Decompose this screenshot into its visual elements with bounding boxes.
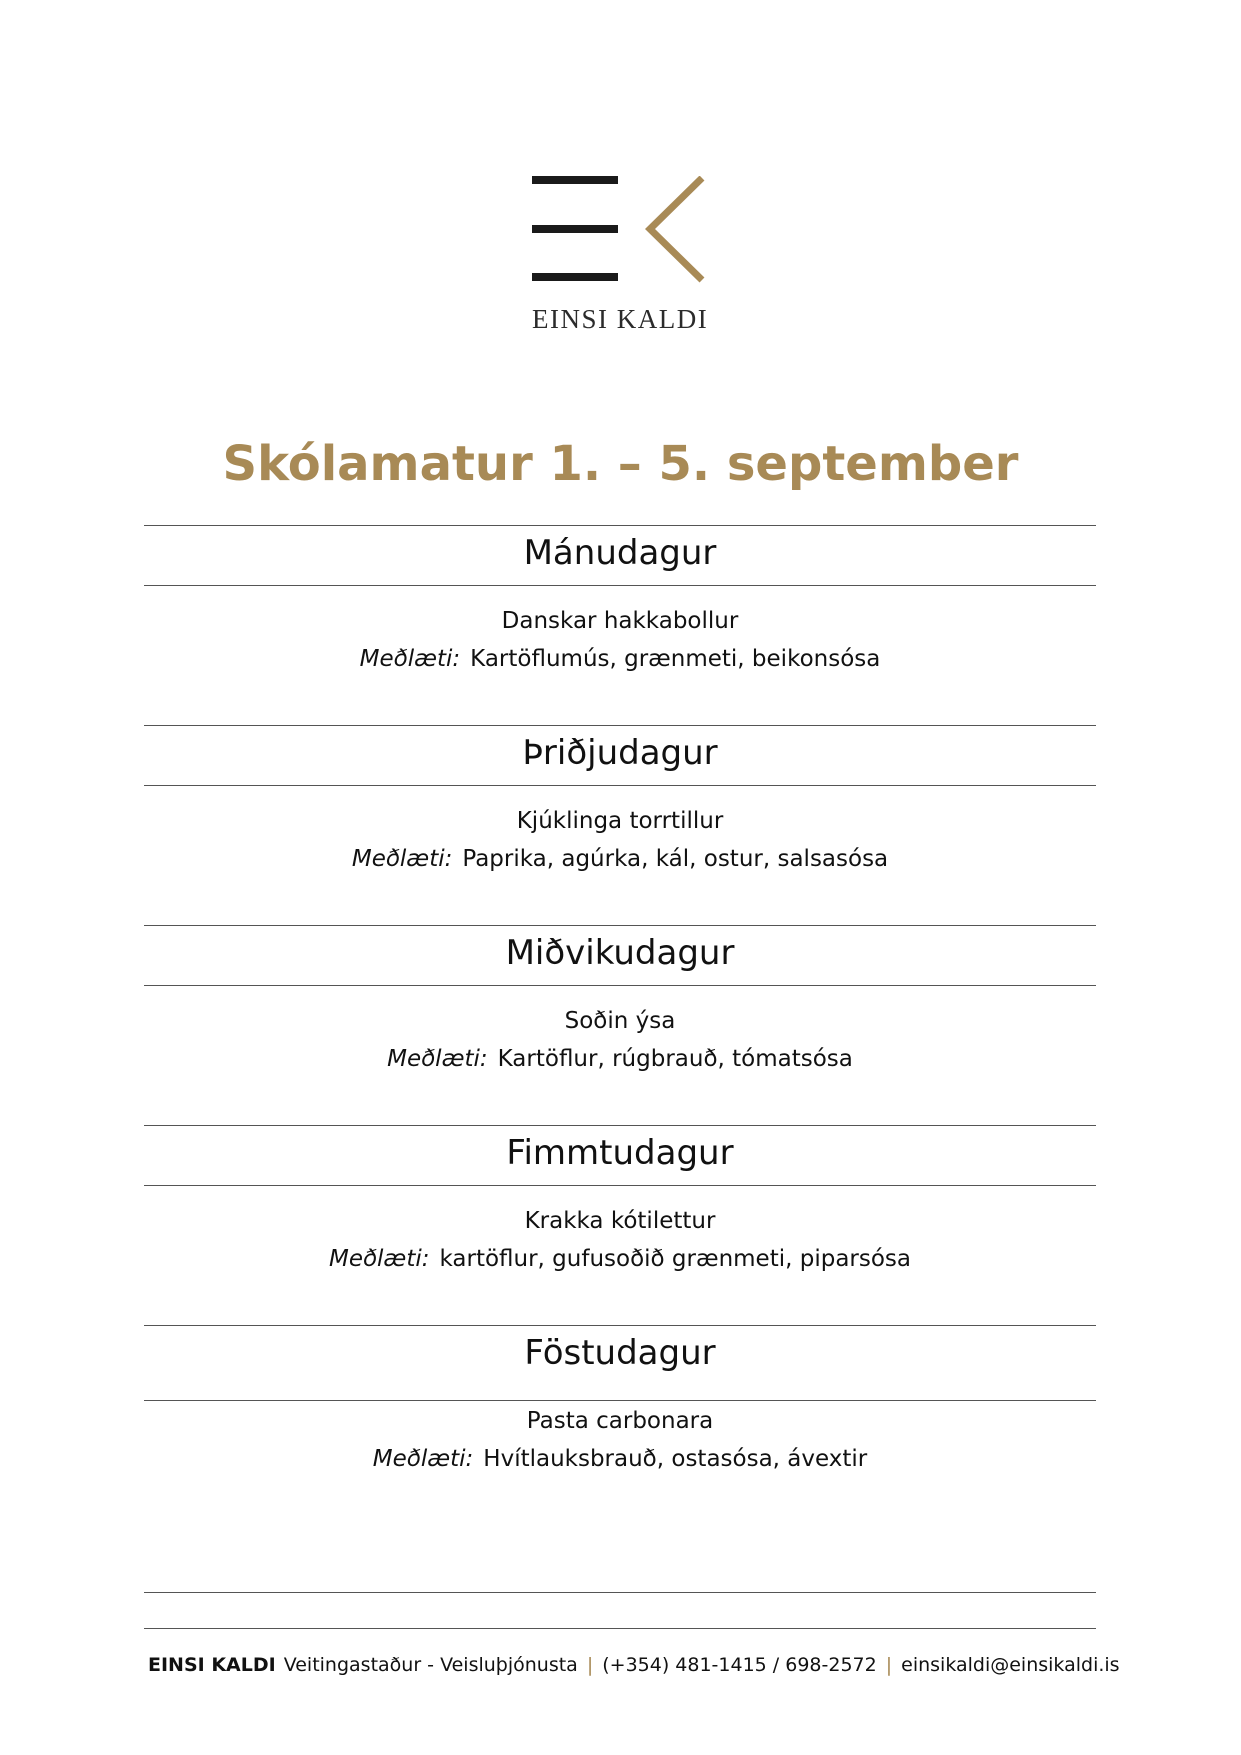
day-name-tuesday: Þriðjudagur (522, 733, 718, 773)
dish-wednesday: Soðin ýsa (564, 1008, 676, 1034)
divider (144, 1125, 1096, 1126)
divider (144, 1400, 1096, 1401)
page-title: Skólamatur 1. – 5. september (222, 436, 1019, 492)
sides-wednesday (144, 1048, 1096, 1071)
footer-contact (148, 1654, 1120, 1676)
logo-bar-top (532, 176, 618, 184)
footer-separator: | (586, 1654, 594, 1676)
divider (144, 725, 1096, 726)
footer-divider (144, 1628, 1096, 1629)
footer-divider (144, 1592, 1096, 1593)
logo-mark-icon (532, 176, 712, 296)
sides-label: Meðlæti: (328, 1246, 430, 1272)
sides-text: Kartöflumús, grænmeti, beikonsósa (470, 646, 881, 672)
divider (144, 785, 1096, 786)
footer-email[interactable]: einsikaldi@einsikaldi.is (901, 1654, 1120, 1676)
dish-monday: Danskar hakkabollur (501, 608, 739, 634)
footer-phone: (+354) 481-1415 / 698-2572 (602, 1654, 877, 1676)
sides-label: Meðlæti: (387, 1046, 488, 1072)
day-name-wednesday: Miðvikudagur (505, 933, 735, 973)
sides-text: Kartöflur, rúgbrauð, tómatsósa (497, 1046, 853, 1072)
divider (144, 925, 1096, 926)
sides-thursday (144, 1248, 1096, 1271)
divider (144, 585, 1096, 586)
dish-thursday: Krakka kótilettur (524, 1208, 716, 1234)
dish-friday: Pasta carbonara (526, 1408, 714, 1434)
sides-label: Meðlæti: (351, 846, 453, 872)
sides-tuesday (144, 848, 1096, 871)
divider (144, 1185, 1096, 1186)
logo-bar-middle (532, 225, 618, 233)
dish-tuesday: Kjúklinga torrtillur (516, 808, 724, 834)
logo-chevron (650, 178, 702, 280)
sides-friday (144, 1448, 1096, 1471)
sides-label: Meðlæti: (372, 1446, 474, 1472)
day-name-friday: Föstudagur (524, 1333, 716, 1373)
sides-label: Meðlæti: (359, 646, 461, 672)
sides-monday (144, 648, 1096, 671)
divider (144, 525, 1096, 526)
logo-bar-bottom (532, 273, 618, 281)
footer-tagline: Veitingastaður - Veisluþjónusta (283, 1654, 578, 1676)
divider (144, 985, 1096, 986)
footer-separator: | (885, 1654, 893, 1676)
footer-brand: EINSI KALDI (148, 1654, 276, 1676)
sides-text: Hvítlauksbrauð, ostasósa, ávextir (483, 1446, 868, 1472)
logo-wordmark: EINSI KALDI (532, 304, 709, 334)
einsi-kaldi-logo (532, 176, 712, 336)
day-name-monday: Mánudagur (523, 533, 717, 573)
sides-text: Paprika, agúrka, kál, ostur, salsasósa (462, 846, 889, 872)
sides-text: kartöflur, gufusoðið grænmeti, piparsósa (439, 1246, 912, 1272)
day-name-thursday: Fimmtudagur (506, 1133, 734, 1173)
divider (144, 1325, 1096, 1326)
